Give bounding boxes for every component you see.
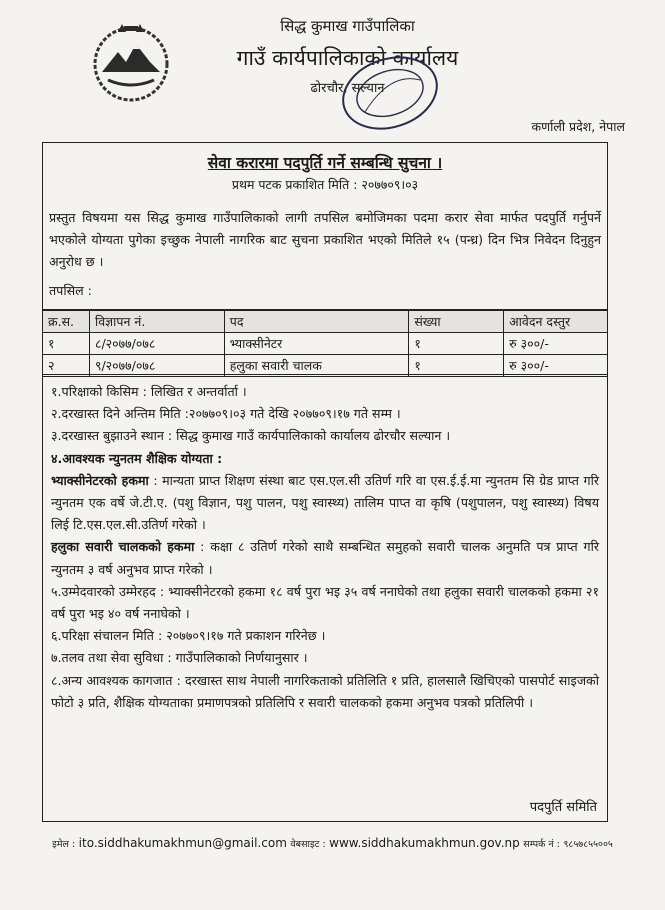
phone-label: सम्पर्क नं : bbox=[523, 839, 560, 850]
published-date: प्रथम पटक प्रकाशित मिति : २०७७०९।०३ bbox=[231, 177, 419, 192]
email-label: इमेल : bbox=[52, 839, 76, 850]
column-header: क्र.स. bbox=[43, 311, 90, 333]
vaccinator-text: : मान्यता प्राप्त शिक्षण संस्था बाट एस.एल.सी उतिर्ण गरि वा एस.ई.ई.मा न्युनतम सि ग्रेड प्राप्त गरि न्युनतम एक वर्षे जे.टी.ए. (पशु विज्ञान, पशु पालन, पशु स्वास्थ्य) तालिम पाप्त वा कृषि (पशुपालन, पशु स्वास्थ्य) विषय लिई टि.एस.एल.सी.उतिर्ण गरेको । bbox=[51, 472, 599, 533]
positions-table bbox=[42, 310, 608, 377]
condition-exam-date: ६.परिक्षा संचालन मिति : २०७७०९।१७ गते प्रकाशन गरिनेछ । bbox=[51, 628, 326, 644]
column-header: पद bbox=[224, 311, 409, 333]
condition-submission-place: ३.दरखास्त बुझाउने स्थान : सिद्ध कुमाख गाउँ कार्यपालिकाको कार्यालय ढोरचौर सल्यान । bbox=[51, 428, 451, 444]
email-link[interactable]: ito.siddhakumakhmun@gmail.com bbox=[78, 836, 287, 850]
phone-number: ९८५७८५५००५ bbox=[563, 839, 613, 850]
office-stamp-icon bbox=[335, 52, 445, 134]
table-cell: २ bbox=[43, 355, 90, 377]
condition-deadline: २.दरखास्त दिने अन्तिम मिति :२०७७०९।०३ गते देखि २०७७०९।१७ गते सम्म । bbox=[51, 406, 401, 422]
driver-text: : कक्षा ८ उतिर्ण गरेको साथै सम्बन्धित समुहको सवारी चालक अनुमति पत्र प्राप्त गरि न्युनतम ३ वर्ष अनुभव प्राप्त गरेको । bbox=[51, 539, 600, 577]
office-name: गाउँ कार्यपालिकाको कार्यालय bbox=[236, 46, 459, 70]
condition-age-limit: ५.उम्मेदवारको उम्मेरहद : भ्याक्सीनेटरको हकमा १८ वर्ष पुरा भइ ३५ वर्ष ननाघेको तथा हलुका सवारी चालकको हकमा २१ वर्ष पुरा भइ ४० वर्ष ननाघेको । bbox=[51, 583, 599, 622]
condition-qualification-heading: ४.आवश्यक न्युनतम शैक्षिक योग्यता : bbox=[51, 450, 223, 466]
condition-salary: ७.तलव तथा सेवा सुविधा : गाउँपालिकाको निर्णयानुसार । bbox=[51, 650, 308, 666]
vaccinator-label: भ्याक्सीनेटरको हकमा bbox=[51, 472, 149, 488]
footer-contact bbox=[0, 836, 665, 850]
municipality-name: सिद्ध कुमाख गाउँपालिका bbox=[280, 17, 415, 35]
condition-driver-qualification bbox=[51, 536, 599, 580]
notice-title: सेवा करारमा पदपुर्ति गर्ने सम्बन्धि सुचना । bbox=[207, 154, 443, 172]
website-label: वेबसाइट : bbox=[290, 839, 326, 850]
column-header: विज्ञापन नं. bbox=[89, 311, 224, 333]
notice-body: प्रस्तुत विषयमा यस सिद्ध कुमाख गाउँपालिकाको लागी तपसिल बमोजिमका पदमा करार सेवा मार्फत पदपुर्ति गर्नुपर्ने भएकोले योग्यता पुगेका इच्छुक नेपाली नागरिक बाट सुचना प्रकाशित भएको मितिले १५ (पन्ध्र) दिन भित्र निवेदन दिनुहुन अनुरोध छ । bbox=[49, 210, 601, 269]
condition-exam-type: १.परिक्षाको किसिम : लिखित र अन्तर्वार्ता । bbox=[51, 384, 247, 399]
condition-vaccinator-qualification bbox=[51, 470, 599, 537]
table-row bbox=[43, 333, 608, 355]
conditions-box bbox=[42, 374, 608, 822]
office-location: ढोरचौर, सल्यान bbox=[310, 81, 385, 96]
signature-committee: पदपुर्ति समिति bbox=[529, 800, 597, 815]
notice-box bbox=[42, 142, 608, 310]
details-label: तपसिल : bbox=[49, 283, 92, 298]
table-header-row bbox=[43, 311, 608, 333]
column-header: संख्या bbox=[409, 311, 504, 333]
table-cell: ८/२०७७/०७८ bbox=[89, 333, 224, 355]
condition-documents: ८.अन्य आवश्यक कागजात : दरखास्त साथ नेपाली नागरिकताको प्रतिलिति १ प्रति, हालसालै खिचिएको पासपोर्ट साइजको फोटो ३ प्रति, शैक्षिक योग्यताका प्रमाणपत्रको प्रतिलिपि र सवारी चालकको हकमा अनुभव पत्रको प्रतिलिपी । bbox=[51, 672, 599, 710]
driver-label: हलुका सवारी चालकको हकमा bbox=[51, 539, 195, 555]
table-cell: रु ३००/- bbox=[504, 355, 608, 377]
table-cell: रु ३००/- bbox=[504, 333, 608, 355]
table-cell: ९/२०७७/०७८ bbox=[89, 355, 224, 377]
table-cell: हलुका सवारी चालक bbox=[224, 355, 409, 377]
table-cell: १ bbox=[409, 333, 504, 355]
province-label: कर्णाली प्रदेश, नेपाल bbox=[531, 119, 625, 134]
table-cell: १ bbox=[409, 355, 504, 377]
column-header: आवेदन दस्तुर bbox=[504, 311, 608, 333]
table-cell: भ्याक्सीनेटर bbox=[224, 333, 409, 355]
table-cell: १ bbox=[43, 333, 90, 355]
website-link[interactable]: www.siddhakumakhmun.gov.np bbox=[329, 836, 520, 850]
